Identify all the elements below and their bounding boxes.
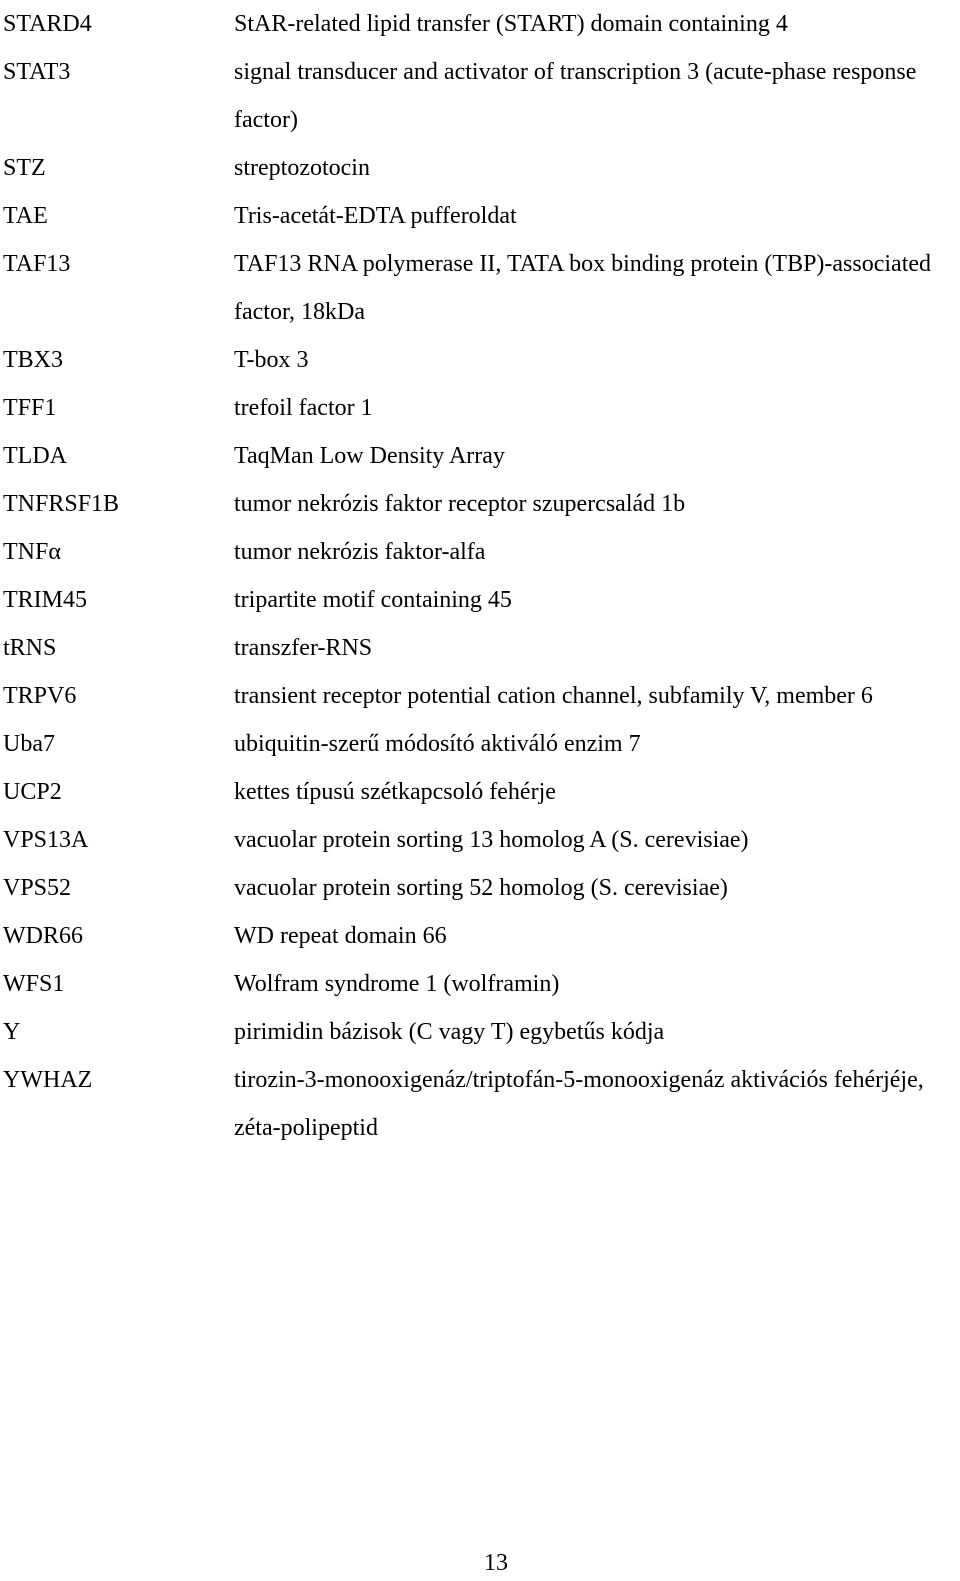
abbreviation-entry [3,432,958,480]
definition: Tris-acetát-EDTA pufferoldat [234,203,517,229]
definition: pirimidin bázisok (C vagy T) egybetűs kódja [234,1019,665,1045]
definition: vacuolar protein sorting 52 homolog (S. cerevisiae) [234,875,728,901]
abbreviation: UCP2 [3,779,62,805]
abbreviation-entry [3,624,958,672]
definition: kettes típusú szétkapcsoló fehérje [234,779,556,805]
definition: T-box 3 [234,347,309,373]
definition: tumor nekrózis faktor-alfa [234,539,486,565]
abbreviation: WDR66 [3,923,83,949]
definition: signal transducer and activator of transcription 3 (acute-phase response factor) [234,59,917,133]
abbreviation: WFS1 [3,971,65,997]
abbreviation-entry [3,336,958,384]
definition: TaqMan Low Density Array [234,443,505,469]
abbreviation: VPS52 [3,875,72,901]
definition: WD repeat domain 66 [234,923,447,949]
abbreviation-entry [3,240,958,336]
abbreviation-entry [3,144,958,192]
definition: Wolfram syndrome 1 (wolframin) [234,971,560,997]
page-number: 13 [484,1550,508,1576]
abbreviation-list [3,0,958,1152]
abbreviation-entry [3,1008,958,1056]
abbreviation: TRIM45 [3,587,87,613]
definition: tirozin-3-monooxigenáz/triptofán-5-monooxigenáz aktivációs fehérjéje, zéta-polipeptid [234,1067,924,1141]
abbreviation: TLDA [3,443,67,469]
abbreviation-entry [3,48,958,144]
abbreviation: TBX3 [3,347,63,373]
abbreviation-entry [3,912,958,960]
abbreviation-entry [3,720,958,768]
abbreviation: TAE [3,203,48,229]
abbreviation-entry [3,816,958,864]
abbreviation-entry [3,960,958,1008]
abbreviation-entry [3,480,958,528]
abbreviation-entry [3,192,958,240]
abbreviation-entry [3,384,958,432]
abbreviation-entry [3,1056,958,1152]
abbreviation: TNFα [3,539,61,565]
abbreviation-entry [3,528,958,576]
definition: StAR-related lipid transfer (START) domain containing 4 [234,11,788,37]
definition: trefoil factor 1 [234,395,373,421]
definition: streptozotocin [234,155,370,181]
definition: tumor nekrózis faktor receptor szupercsalád 1b [234,491,686,517]
definition: ubiquitin-szerű módosító aktiváló enzim 7 [234,731,641,757]
definition: transient receptor potential cation channel, subfamily V, member 6 [234,683,873,709]
definition: transzfer-RNS [234,635,373,661]
abbreviation: tRNS [3,635,57,661]
definition: vacuolar protein sorting 13 homolog A (S. cerevisiae) [234,827,749,853]
abbreviation-entry [3,0,958,48]
abbreviation-entry [3,576,958,624]
abbreviation: VPS13A [3,827,89,853]
abbreviation: TNFRSF1B [3,491,120,517]
abbreviation: TRPV6 [3,683,77,709]
abbreviation-entry [3,672,958,720]
abbreviation: STAT3 [3,59,71,85]
abbreviation-entry [3,864,958,912]
abbreviation-entry [3,768,958,816]
abbreviation: YWHAZ [3,1067,93,1093]
definition: TAF13 RNA polymerase II, TATA box binding protein (TBP)-associated factor, 18kDa [234,251,932,325]
abbreviation: TFF1 [3,395,57,421]
abbreviation: TAF13 [3,251,71,277]
abbreviation: Uba7 [3,731,55,757]
definition: tripartite motif containing 45 [234,587,512,613]
abbreviation: STARD4 [3,11,92,37]
abbreviation: STZ [3,155,46,181]
abbreviation: Y [3,1019,21,1045]
